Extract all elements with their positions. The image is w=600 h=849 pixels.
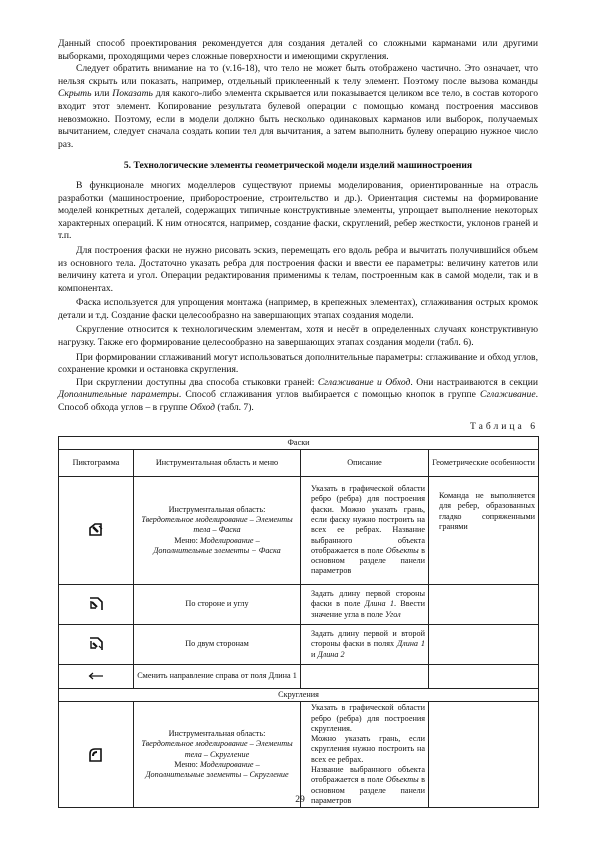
paragraph: Для построения фаски не нужно рисовать эскиз, перемещать его вдоль ребра и вычитать получившийся объем из основного тела. Достаточно указать ребра для построения фаски и ввести ее параметры: величину катетов или величину катета и угол. Операции редактирования применимы к телам, построенным как в самой модели, так и в компонентах. [58,244,538,294]
section-heading: 5. Технологические элементы геометрической модели изделий машиностроения [123,160,473,172]
chamfer-side-angle-icon [59,584,134,624]
chamfer-description: Указать в графической области ребро (ребра) для построения фаски. Можно указать грань, если фаску нужно построить на всех ее ребрах. Название выбранного объекта отображается в поле Объекты в основном разделе панели параметров [301,476,429,584]
chamfer-two-sides-label: По двум сторонам [134,624,301,664]
chamfer-side-angle-description: Задать длину первой стороны фаски в поле Длина 1. Ввести значение угла в поле Угол [301,584,429,624]
fillet-description: Указать в графической области ребро (ребра) для построения скругления. Можно указать грань, если скругления нужно построить на всех ее ребрах. Название выбранного объекта отображается в поле Объекты в основном разделе панели параметров [301,702,429,808]
fillet-menu-path: Инструментальная область: Твердотельное моделирование – Элементы тела – Скругление Меню: Моделирование – Дополнительные элементы – Скругление [134,702,301,808]
column-header: Инструментальная область и меню [134,449,301,476]
page-number: 29 [295,794,305,805]
paragraph: Следует обратить внимание на то (v.16-18), что тело не может быть отображено частично. Это означает, что нельзя скрыть или показать, например, отдельный приклеенный к телу элемент. Поэтому после вызова команды Скрыть или Показать для какого-либо элемента скрывается или показывается целиком все тело, в состав которого входит этот элемент. Копирование результата булевой операции с помощью команд построения массивов невозможно. Поэтому, если в модели должно быть несколько одинаковых карманов или выборок, получаемых вычитанием, следует сначала создать копии тел для вычитания, а затем выполнить булеву операцию нужное число раз. [58,63,538,150]
chamfer-icon [59,476,134,584]
chamfer-menu-path: Инструментальная область: Твердотельное моделирование – Элементы тела – Фаска Меню: Моделирование – Дополнительные элементы − Фаска [134,476,301,584]
arrow-left-icon [59,664,134,688]
paragraph: В функционале многих моделлеров существуют приемы моделирования, ориентированные на отрасль разработки (машиностроение, приборостроение, строительство и др.). Ориентация системы на формирование моделей конкретных деталей, содержащих типичные конструктивные элементы, упрощает выполнение некоторых характерных операций. К ним относятся, например, создание фаски, скруглений, ребер жесткости, уклонов граней и т.п. [58,179,538,242]
page-content [58,38,538,808]
table-caption: Таблица 6 [469,420,538,432]
paragraph: Скругление относится к технологическим элементам, хотя и несёт в определенных случаях конструктивную нагрузку. Также его формирование целесообразно на завершающих этапах создания модели (табл. 6). [58,324,538,349]
column-header: Геометрические особенности [429,449,539,476]
chamfer-two-sides-icon [59,624,134,664]
paragraph: При скруглении доступны два способа стыковки граней: Сглаживание и Обход. Они настраиваются в секции Дополнительные параметры. Способ сглаживания углов выбирается с помощью кнопок в группе Сглаживание. Способ обхода углов – в группе Обход (табл. 7). [58,376,538,414]
table-section-title: Скругления [59,688,539,701]
column-header: Пиктограмма [59,449,134,476]
paragraph: Фаска используется для упрощения монтажа (например, в крепежных элементах), сглаживания острых кромок детали и т.д. Создание фаски целесообразно на завершающих этапах создания модели. [58,297,538,321]
chamfer-side-angle-label: По стороне и углу [134,584,301,624]
chamfer-two-sides-description: Задать длину первой и второй стороны фаски в полях Длина 1 и Длина 2 [301,624,429,664]
table-6 [58,436,539,809]
chamfer-geometry-notes: Команда не выполняется для ребер, образованных гладко сопряженными гранями [429,476,539,584]
fillet-icon [59,702,134,808]
chamfer-direction-label: Сменить направление справа от поля Длина 1 [134,664,301,688]
column-header: Описание [301,449,429,476]
table-section-title: Фаски [59,436,539,449]
paragraph: При формировании сглаживаний могут использоваться дополнительные параметры: сглаживание и обход углов, сохранение кромки и остановка скругления. [58,351,538,376]
paragraph: Данный способ проектирования рекомендуется для создания деталей со сложными карманами или другими выборками, проходящими через сложные поверхности и имеющими скругления. [58,38,538,62]
